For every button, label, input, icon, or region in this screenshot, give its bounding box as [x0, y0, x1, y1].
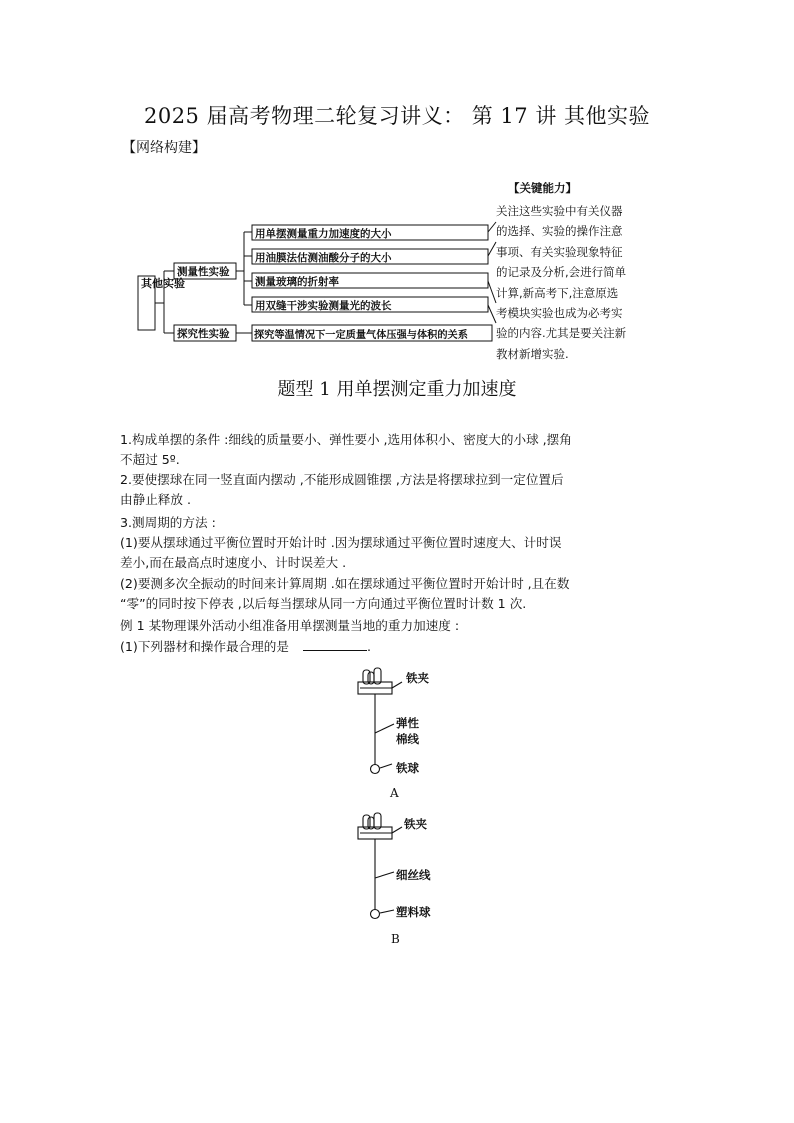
key-ability-line: 事项、有关实验现象特征 — [496, 245, 623, 259]
section-heading: 题型 1 用单摆测定重力加速度 — [277, 379, 517, 400]
branch-explore-label: 探究性实验 — [177, 328, 230, 340]
question-text: (1)下列器材和操作最合理的是 — [120, 639, 289, 654]
key-ability-line: 教材新增实验. — [496, 347, 569, 361]
item-label-3: 测量玻璃的折射率 — [255, 276, 339, 288]
iron-clamp-icon-a — [358, 668, 402, 694]
body-line: 3.测周期的方法 : — [120, 515, 216, 530]
item-label-5: 探究等温情况下一定质量气体压强与体积的关系 — [254, 330, 468, 341]
key-ability-line: 验的内容.尤其是要关注新 — [496, 326, 627, 340]
body-line: 不超过 5º. — [120, 452, 180, 467]
key-ability-line: 的记录及分析,会进行简单 — [496, 265, 627, 279]
item-label-2: 用油膜法估测油酸分子的大小 — [255, 252, 392, 264]
figure-b-string-label: 细丝线 — [396, 868, 431, 882]
key-ability-heading: 【关键能力】 — [508, 181, 577, 195]
figure-a-string-label: 棉线 — [396, 732, 419, 746]
question-period: . — [367, 639, 372, 654]
figure-a-ball-label: 铁球 — [396, 761, 419, 775]
iron-ball-a — [371, 765, 380, 774]
item-label-1: 用单摆测量重力加速度的大小 — [255, 228, 392, 240]
body-line: 由静止释放 . — [120, 492, 191, 507]
mindmap-root-label: 其他实验 — [141, 277, 185, 290]
body-line: (1)要从摆球通过平衡位置时开始计时 .因为摆球通过平衡位置时速度大、计时误 — [120, 535, 562, 550]
branch-measure-label: 测量性实验 — [177, 266, 230, 278]
body-line: “零”的同时按下停表 ,以后每当摆球从同一方向通过平衡位置时计数 1 次. — [120, 596, 527, 611]
iron-clamp-icon-b — [358, 813, 402, 839]
answer-blank[interactable] — [303, 638, 367, 651]
body-line: (2)要测多次全振动的时间来计算周期 .如在摆球通过平衡位置时开始计时 ,且在数 — [120, 576, 570, 591]
key-ability-line: 考模块实验也成为必考实 — [496, 306, 623, 320]
mindmap-diagram — [0, 0, 794, 380]
figure-a-caption: A — [390, 786, 399, 800]
figure-a-clamp-label: 铁夹 — [406, 671, 429, 685]
key-ability-line: 计算,新高考下,注意原选 — [496, 286, 619, 300]
example-line: 例 1 某物理课外活动小组准备用单摆测量当地的重力加速度 : — [120, 618, 460, 633]
body-line: 1.构成单摆的条件 :细线的质量要小、弹性要小 ,选用体积小、密度大的小球 ,摆角 — [120, 432, 572, 447]
key-ability-line: 关注这些实验中有关仪器 — [496, 204, 623, 218]
figure-a-string-label: 弹性 — [396, 716, 419, 730]
body-line: 差小,而在最高点时速度小、计时误差大 . — [120, 555, 347, 570]
figure-b-ball-label: 塑料球 — [396, 905, 431, 919]
question-line — [120, 637, 371, 657]
network-heading: 【网络构建】 — [122, 140, 206, 156]
body-line: 2.要使摆球在同一竖直面内摆动 ,不能形成圆锥摆 ,方法是将摆球拉到一定位置后 — [120, 472, 564, 487]
page-title: 2025 届高考物理二轮复习讲义： 第 17 讲 其他实验 — [143, 104, 651, 128]
item-label-4: 用双缝干涉实验测量光的波长 — [255, 300, 392, 312]
figure-b-clamp-label: 铁夹 — [404, 817, 427, 831]
plastic-ball-b — [371, 910, 380, 919]
figure-b-caption: B — [391, 932, 400, 946]
key-ability-line: 的选择、实验的操作注意 — [496, 224, 623, 238]
